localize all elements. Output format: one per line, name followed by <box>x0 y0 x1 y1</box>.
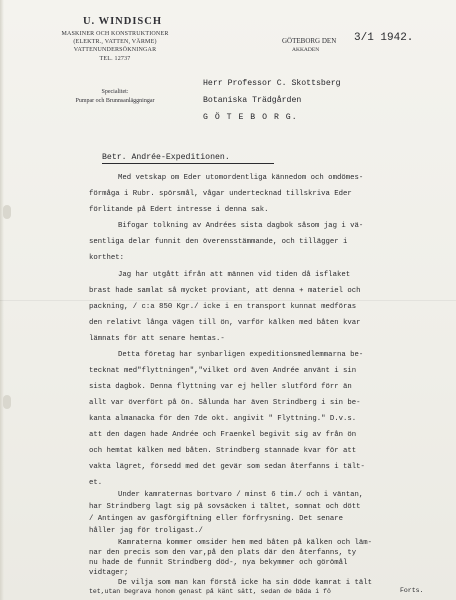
body-line: Kamraterna kommer omsider hem med båten på kälken och läm- <box>118 539 372 547</box>
body-line: förlitande på Edert intresse i denna sak. <box>89 206 269 214</box>
body-line: kanta almanacka för den 7de okt. angivit " Flyttning." D.v.s. <box>89 415 357 423</box>
specialty-label: Specialitet: <box>101 89 129 95</box>
body-line: nar den precis som den var,på den plats där den återfanns, ty <box>89 549 357 557</box>
continuation-note: Forts. <box>400 587 424 594</box>
subject-line: Betr. Andrée-Expeditionen. <box>102 153 230 162</box>
dateline-date: 3/1 1942. <box>354 32 414 44</box>
body-line: Jag har utgått ifrån att männen vid tiden då isflaket <box>118 271 351 279</box>
recipient-institution: Botaniska Trädgården <box>203 96 302 105</box>
body-line: De vilja som man kan förstå icke ha sin döde kamrat i tält <box>118 579 372 587</box>
specialty-text: Pumpar och Brunnsanläggningar <box>75 98 155 104</box>
body-line: Under kamraternas bortvaro / minst 6 tim./ och i väntan, <box>118 491 364 499</box>
company-line-1: MASKINER OCH KONSTRUKTIONER <box>61 31 169 37</box>
subject-underline <box>102 163 274 164</box>
punch-hole <box>3 395 11 409</box>
body-line: tet,utan begrava honom genast på känt sätt, sedan de båda i fö <box>89 588 331 595</box>
body-line: sentliga delar funnit den överensstämmande, och tillägger i <box>89 238 348 246</box>
body-line: vakta lägret, försedd med det gevär som sedan återfanns i tält- <box>89 463 365 471</box>
body-line: och hemtat kälken med båten. Strindberg stannade kvar för att <box>89 447 357 455</box>
dateline-city: GÖTEBORG DEN <box>282 37 337 45</box>
company-phone: TEL. 12737 <box>99 56 131 62</box>
company-line-3: VATTENUNDERSÖKNINGAR <box>73 47 157 53</box>
recipient-name: Herr Professor C. Skottsberg <box>203 79 341 88</box>
dateline-district: AKKADEN <box>292 47 320 53</box>
body-line: förmåga i Rubr. spörsmål, vågar undertecknad tillskriva Eder <box>89 190 352 198</box>
body-line: brast hade samlat så mycket proviant, att denna + materiel och <box>89 287 361 295</box>
company-name: U. WINDISCH <box>82 16 163 27</box>
body-line: lämnats för att senare hemtas.- <box>89 335 225 343</box>
body-line: allt var överfört på ön. Sålunda har även Strindberg i sin be- <box>89 399 361 407</box>
body-line: har Strindberg lagt sig på sovsäcken i tältet, somnat och dött <box>89 503 361 511</box>
paper-fold-line <box>0 300 456 301</box>
body-line: packning, / c:a 850 Kgr./ icke i en transport kunnat medföras <box>89 303 357 311</box>
recipient-city: G Ö T E B O R G. <box>203 113 298 122</box>
punch-hole <box>3 205 11 219</box>
body-line: Bifogar tolkning av Andrées sista dagbok såsom jag i vä- <box>118 222 364 230</box>
body-line: tecknat med"flyttningen","vilket ord även Andrée använt i sin <box>89 367 357 375</box>
body-line: / Antingen av gasförgiftning eller förfrysning. Det senare <box>89 515 343 523</box>
body-line: et. <box>89 479 103 487</box>
body-line: korthet: <box>89 254 125 262</box>
body-line: den relativt långa vägen till ön, varför kälken med båten kvar <box>89 319 361 327</box>
body-line: nu hade de funnit Strindberg död-, nya bekymmer och görömål <box>89 559 348 567</box>
body-line: sista dagbok. Denna flyttning var ej heller slutförd förr än <box>89 383 352 391</box>
body-line: håller jag för troligast./ <box>89 527 203 535</box>
body-line: att den dagen hade Andrée och Fraenkel begivit sig av från ön <box>89 431 357 439</box>
company-line-2: (ELEKTR., VATTEN, VÄRME) <box>73 39 157 45</box>
body-line: Med vetskap om Eder utomordentliga kännedom och omdömes- <box>118 174 364 182</box>
body-line: Detta företag har synbarligen expeditionsmedlemmarna be- <box>118 351 364 359</box>
body-line: vidtager; <box>89 569 129 577</box>
